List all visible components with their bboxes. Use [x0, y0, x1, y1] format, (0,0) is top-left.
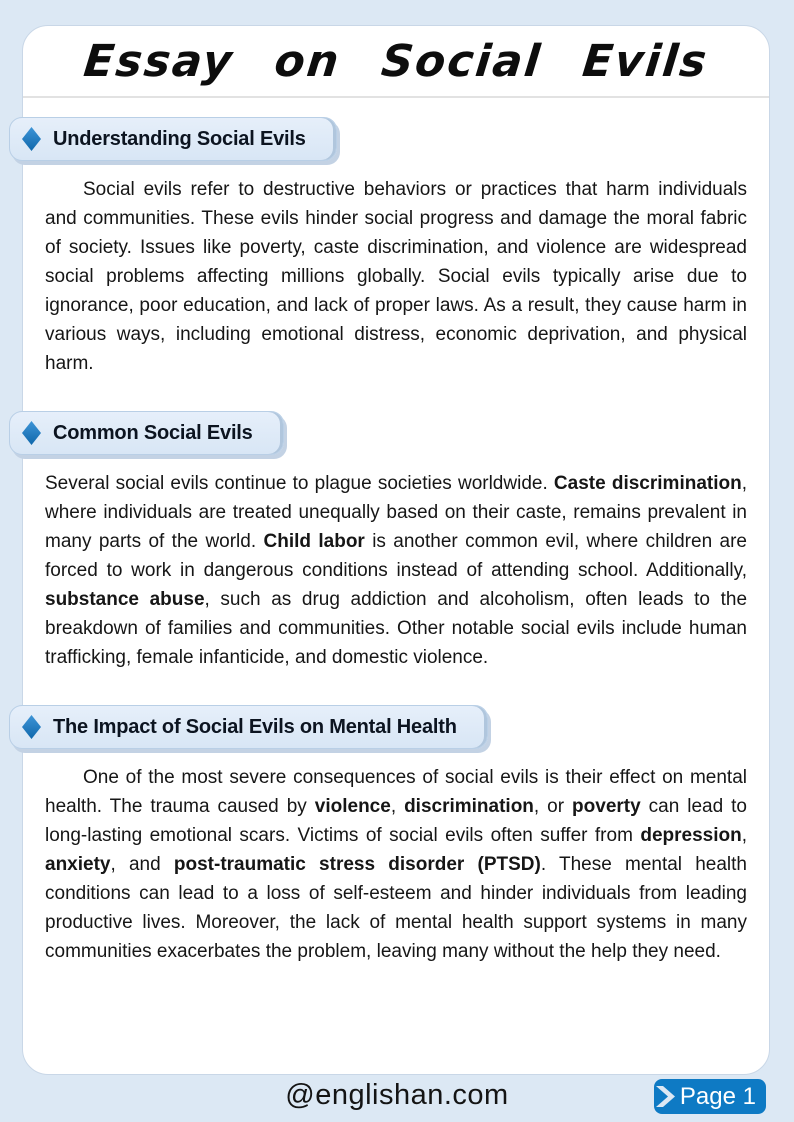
section-impact-mental-health: [45, 688, 747, 966]
section-heading-pill: [9, 117, 337, 161]
section-heading-pill: [9, 411, 284, 455]
section-heading-pill: [9, 705, 488, 749]
text-run: ,: [390, 796, 405, 817]
bold-term: depression: [640, 825, 742, 846]
bold-term: anxiety: [45, 854, 111, 875]
bold-term: poverty: [572, 796, 641, 817]
page-footer: [0, 1075, 794, 1122]
text-run: , such as drug addiction and alcoholism, often leads to the breakdown of families and communities. Other notable social evils include human trafficking, female infanticide, and domestic violence.: [45, 589, 748, 668]
essay-content: [23, 98, 769, 966]
chevron-right-icon: [656, 1082, 678, 1111]
bold-term: Child labor: [263, 531, 365, 552]
text-run: , and: [110, 854, 174, 875]
page-number-label: Page 1: [679, 1082, 756, 1110]
title-bar: [23, 26, 769, 98]
bold-term: violence: [314, 796, 391, 817]
site-watermark: @englishan.com: [285, 1079, 509, 1111]
section-understanding-social-evils: [45, 100, 747, 378]
text-run: . These mental health conditions can lead to a loss of self-esteem and hinder individuals from leading productive lives. Moreover, the lack of mental health support systems in many communities exacerbates the problem, leaving many without the help they need.: [45, 854, 747, 962]
bold-term: substance abuse: [45, 589, 205, 610]
text-run: Social evils refer to destructive behaviors or practices that harm individuals and communities. These evils hinder social progress and damage the moral fabric of society. Issues like poverty, caste discrimination, and violence are widespread social problems affecting millions globally. Social evils typically arise due to ignorance, poor education, and lack of proper laws. As a result, they cause harm in various ways, including emotional distress, economic deprivation, and physical harm.: [45, 179, 747, 374]
text-run: , or: [533, 796, 573, 817]
section-paragraph: [45, 469, 747, 672]
diamond-icon: [22, 421, 41, 445]
section-heading: Understanding Social Evils: [53, 127, 306, 150]
page-title: Essay on Social Evils: [81, 35, 711, 87]
bold-term: post-traumatic stress disorder (PTSD): [173, 854, 541, 875]
text-run: One of the most severe consequences of social evils is their effect on mental health. The trauma caused by: [45, 767, 747, 817]
section-paragraph: [45, 175, 747, 378]
essay-card: [22, 25, 770, 1075]
text-run: can lead to long-lasting emotional scars. Victims of social evils often suffer from: [45, 796, 747, 846]
text-run: , where individuals are treated unequally based on their caste, remains prevalent in many parts of the world.: [45, 473, 747, 552]
text-run: is another common evil, where children are forced to work in dangerous conditions instead of attending school. Additionally,: [45, 531, 747, 581]
text-run: Several social evils continue to plague societies worldwide.: [45, 473, 554, 494]
bold-term: discrimination: [404, 796, 534, 817]
bold-term: Caste discrimination: [553, 473, 742, 494]
text-run: ,: [741, 825, 747, 846]
section-common-social-evils: [45, 394, 747, 672]
diamond-icon: [22, 127, 41, 151]
page-number-badge: [654, 1079, 766, 1114]
section-heading: The Impact of Social Evils on Mental Health: [53, 715, 457, 738]
section-heading: Common Social Evils: [53, 421, 253, 444]
section-paragraph: [45, 763, 747, 966]
diamond-icon: [22, 715, 41, 739]
